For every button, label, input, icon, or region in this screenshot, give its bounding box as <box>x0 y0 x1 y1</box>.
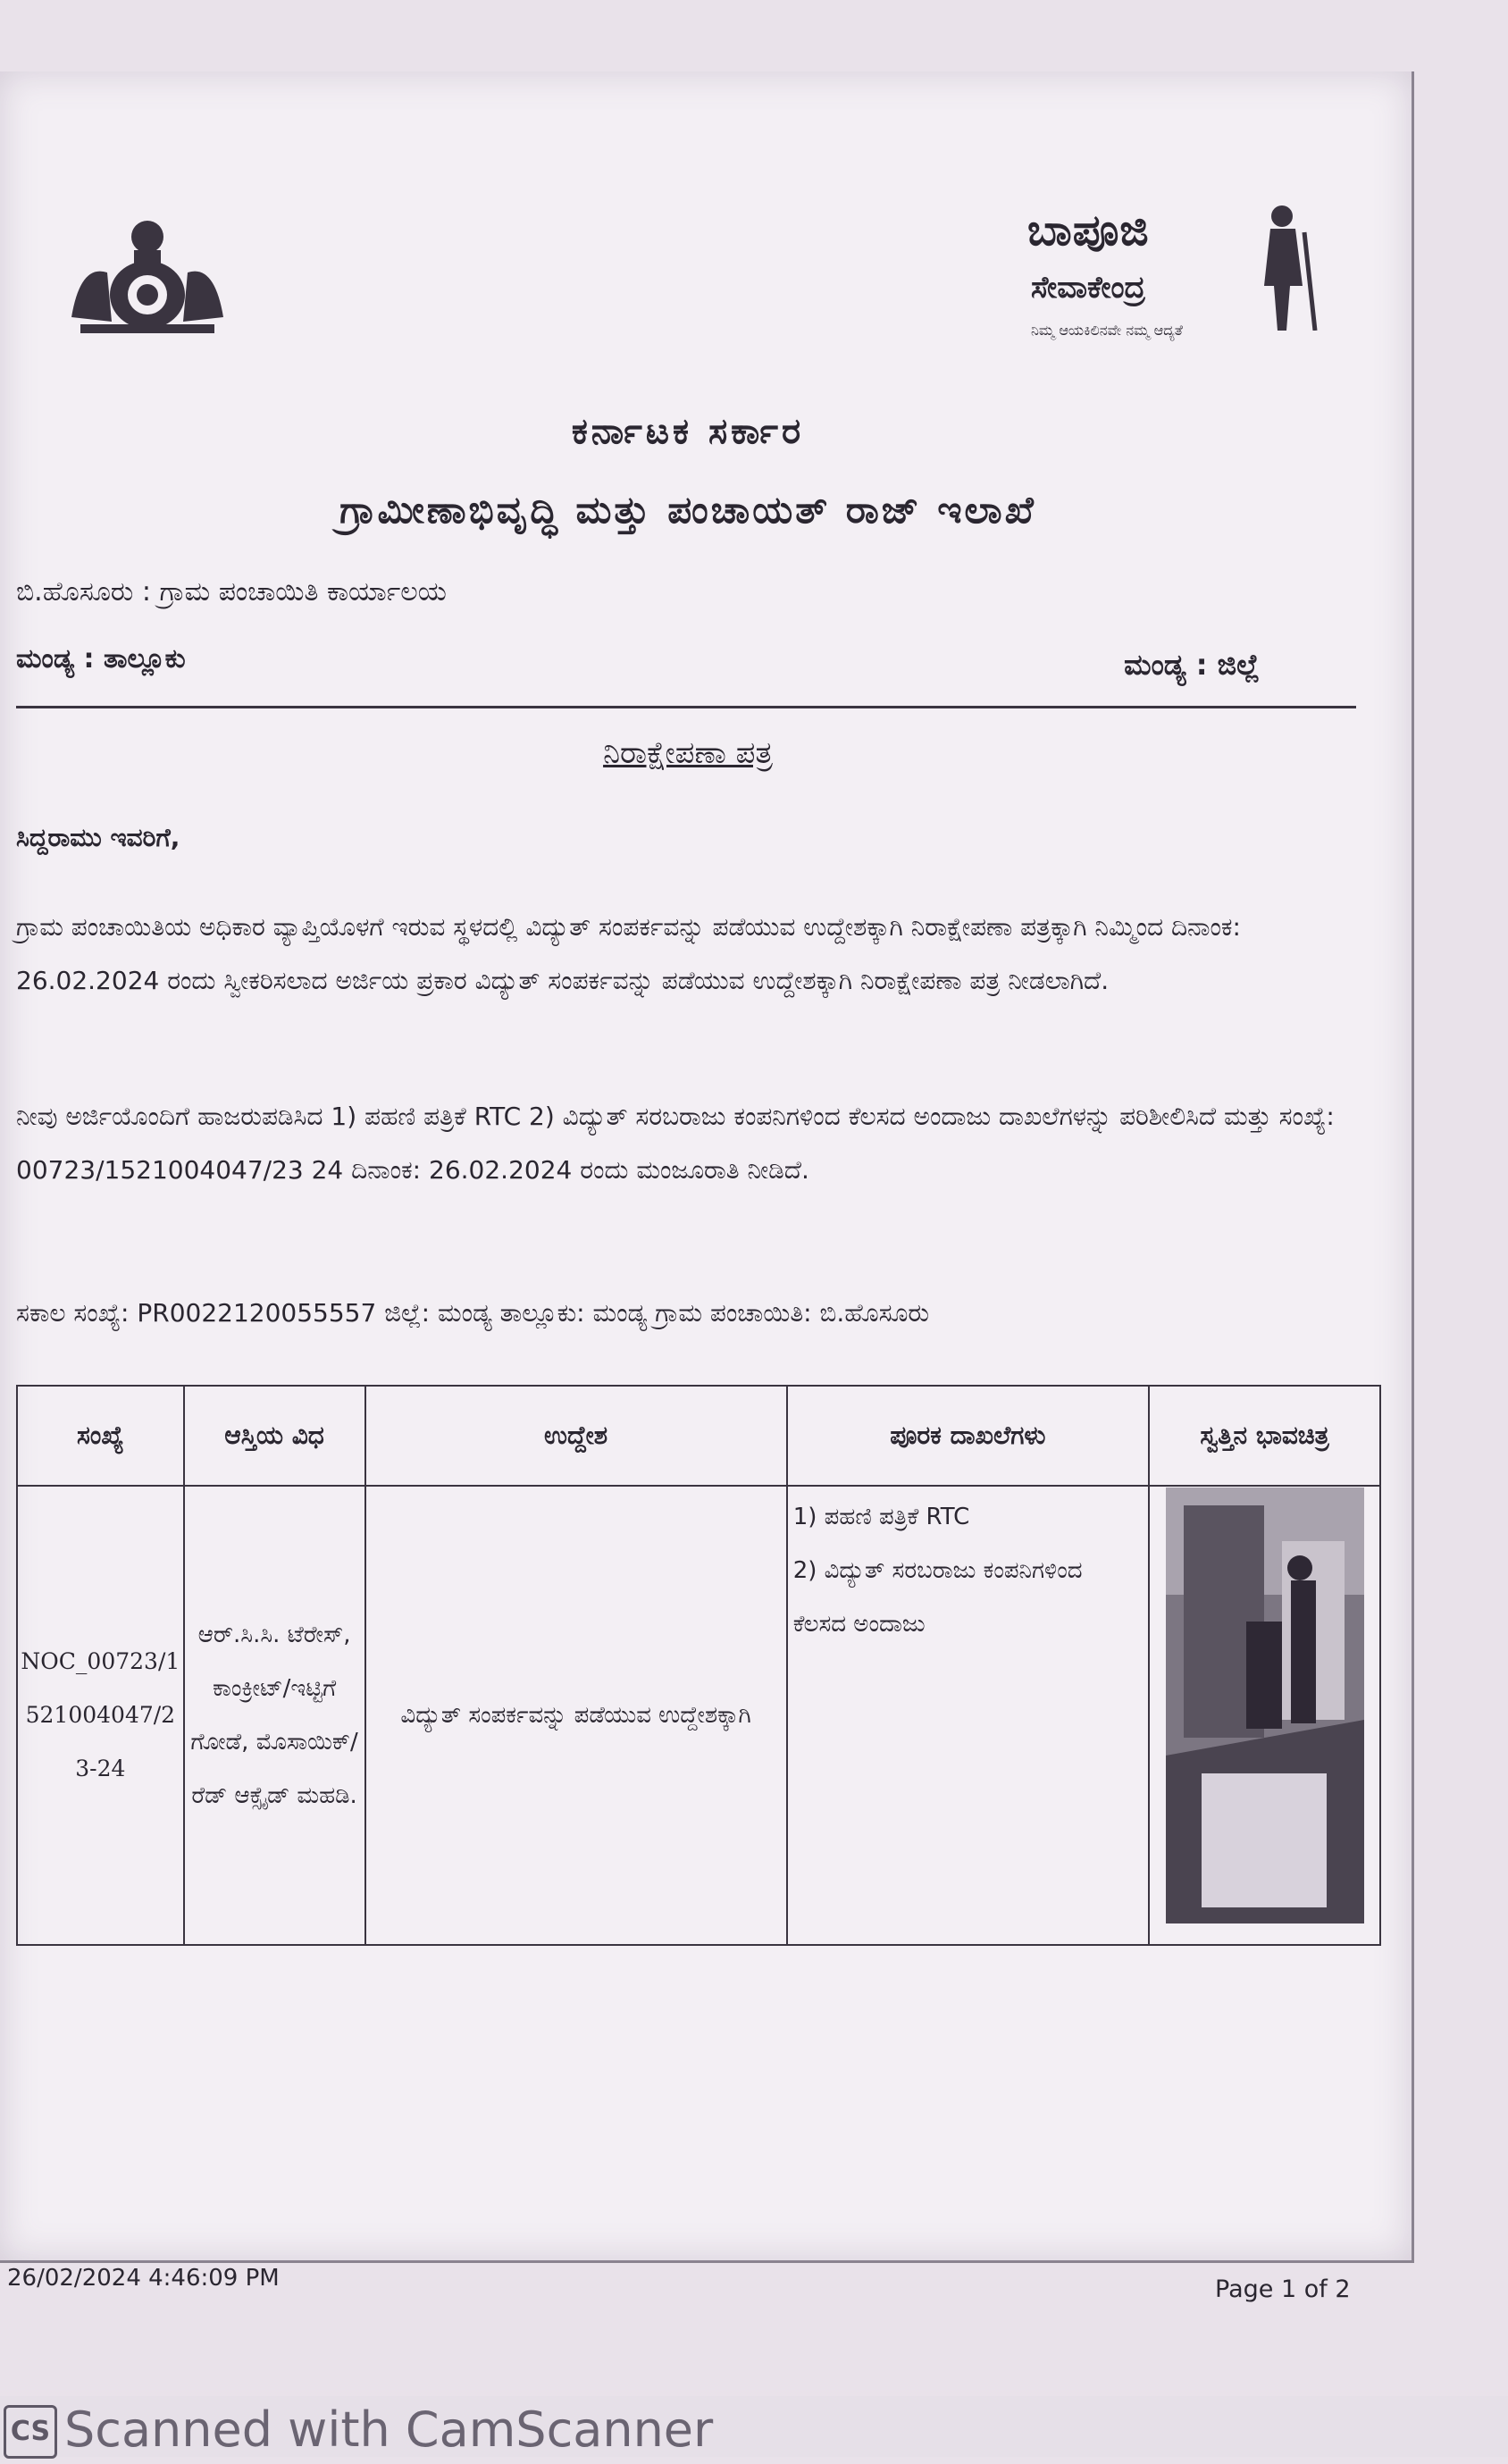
logo-name: ಬಾಪೂಜಿ <box>1027 205 1150 256</box>
cell-noc-number: NOC_00723/1521004047/23-24 <box>17 1486 184 1945</box>
table-row <box>17 1486 1380 1945</box>
column-header-number: ಸಂಖ್ಯೆ <box>17 1386 184 1486</box>
paragraph-verification: ನೀವು ಅರ್ಜಿಯೊಂದಿಗೆ ಹಾಜರುಪಡಿಸಿದ 1) ಪಹಣಿ ಪತ್ರಿಕೆ RTC 2) ವಿದ್ಯುತ್ ಸರಬರಾಜು ಕಂಪನಿಗಳಿಂದ ಕೆಲಸದ ಅಂದಾಜು ದಾಖಲೆಗಳನ್ನು ಪರಿಶೀಲಿಸಿದೆ ಮತ್ತು ಸಂಖ್ಯೆ: 00723/1521004047/23 24 ದಿನಾಂಕ: 26.02.2024 ರಂದು ಮಂಜೂರಾತಿ ನೀಡಿದೆ. <box>16 1102 1335 1185</box>
column-header-property-type: ಆಸ್ತಿಯ ವಿಧ <box>184 1386 365 1486</box>
bapuji-seva-kendra-logo <box>1027 197 1331 348</box>
page-number: Page 1 of 2 <box>1215 2275 1351 2303</box>
property-photo <box>1166 1488 1364 1923</box>
karnataka-emblem-icon <box>63 210 232 344</box>
paragraph-application: ಗ್ರಾಮ ಪಂಚಾಯಿತಿಯ ಅಧಿಕಾರ ವ್ಯಾಪ್ತಿಯೊಳಗೆ ಇರುವ ಸ್ಥಳದಲ್ಲಿ ವಿದ್ಯುತ್ ಸಂಪರ್ಕವನ್ನು ಪಡೆಯುವ ಉದ್ದೇಶಕ್ಕಾಗಿ ನಿರಾಕ್ಷೇಪಣಾ ಪತ್ರಕ್ಕಾಗಿ ನಿಮ್ಮಿಂದ ದಿನಾಂಕ: 26.02.2024 ರಂದು ಸ್ವೀಕರಿಸಲಾದ ಅರ್ಜಿಯ ಪ್ರಕಾರ ವಿದ್ಯುತ್ ಸಂಪರ್ಕವನ್ನು ಪಡೆಯುವ ಉದ್ದೇಶಕ್ಕಾಗಿ ನಿರಾಕ್ಷೇಪಣಾ ಪತ್ರ ನೀಡಲಾಗಿದೆ. <box>16 912 1241 995</box>
cell-property-type: ಆರ್.ಸಿ.ಸಿ. ಟೆರೇಸ್, ಕಾಂಕ್ರೀಟ್/ಇಟ್ಟಿಗೆ ಗೋಡೆ, ಮೊಸಾಯಿಕ್/ರೆಡ್ ಆಕ್ಸೈಡ್ ಮಹಡಿ. <box>184 1486 365 1945</box>
document-page <box>0 71 1414 2303</box>
logo-subtitle: ಸೇವಾಕೇಂದ್ರ <box>1031 270 1146 306</box>
logo-tagline: ನಿಮ್ಮ ಆಯಕಿಲಿನವೇ ನಮ್ಮ ಆದ್ಯತೆ <box>1031 322 1183 339</box>
column-header-purpose: ಉದ್ದೇಶ <box>365 1386 787 1486</box>
cell-purpose: ವಿದ್ಯುತ್ ಸಂಪರ್ಕವನ್ನು ಪಡೆಯುವ ಉದ್ದೇಶಕ್ಕಾಗಿ <box>365 1486 787 1945</box>
document-item-rtc: 1) ಪಹಣಿ ಪತ್ರಿಕೆ RTC <box>792 1504 970 1530</box>
office-line: ಬಿ.ಹೊಸೂರು : ಗ್ರಾಮ ಪಂಚಾಯಿತಿ ಕಾರ್ಯಾಲಯ <box>16 576 447 608</box>
header-divider <box>16 706 1356 708</box>
table-header-row <box>17 1386 1380 1486</box>
salutation: ಸಿದ್ದರಾಮು ಇವರಿಗೆ, <box>16 823 180 852</box>
camscanner-icon: CS <box>4 2405 57 2459</box>
column-header-documents: ಪೂರಕ ದಾಖಲೆಗಳು <box>787 1386 1149 1486</box>
cell-supporting-documents <box>787 1486 1149 1945</box>
taluk-line: ಮಂಡ್ಯ : ತಾಲ್ಲೂಕು <box>16 643 186 675</box>
noc-details-table <box>16 1385 1381 1946</box>
print-timestamp: 26/02/2024 4:46:09 PM <box>7 2265 280 2292</box>
gandhi-figure-icon <box>1215 197 1340 331</box>
column-header-property-photo: ಸ್ವತ್ತಿನ ಭಾವಚಿತ್ರ <box>1149 1386 1380 1486</box>
government-title: ಕರ್ನಾಟಕ ಸರ್ಕಾರ <box>571 411 805 452</box>
cell-property-photo <box>1149 1486 1380 1945</box>
department-title: ಗ್ರಾಮೀಣಾಭಿವೃದ್ಧಿ ಮತ್ತು ಪಂಚಾಯತ್ ರಾಜ್ ಇಲಾಖೆ <box>339 488 1036 532</box>
document-title: ನಿರಾಕ್ಷೇಪಣಾ ಪತ್ರ <box>603 735 773 771</box>
scanner-text: Scanned with CamScanner <box>64 2401 714 2458</box>
document-item-estimate: 2) ವಿದ್ಯುತ್ ಸರಬರಾಜು ಕಂಪನಿಗಳಿಂದ ಕೆಲಸದ ಅಂದಾಜು <box>792 1557 1083 1638</box>
paragraph-sakala-details: ಸಕಾಲ ಸಂಖ್ಯೆ: PR0022120055557 ಜಿಲ್ಲೆ: ಮಂಡ್ಯ ತಾಲ್ಲೂಕು: ಮಂಡ್ಯ ಗ್ರಾಮ ಪಂಚಾಯಿತಿ: ಬಿ.ಹೊಸೂರು <box>16 1298 930 1328</box>
scanner-watermark <box>0 2396 1508 2457</box>
district-line: ಮಂಡ್ಯ : ಜಿಲ್ಲೆ <box>1124 648 1260 682</box>
